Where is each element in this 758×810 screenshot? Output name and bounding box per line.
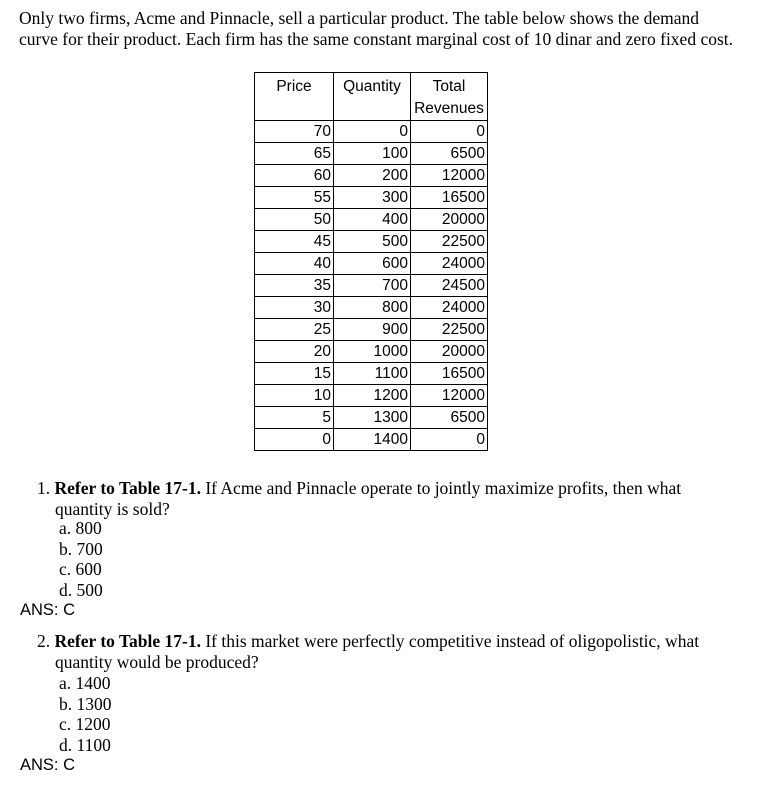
question-2-number: 2. [37, 631, 51, 651]
price-cell: 40 [255, 253, 334, 275]
price-cell: 20 [255, 341, 334, 363]
question-1-option-d: d. 500 [59, 580, 103, 600]
quantity-cell: 800 [334, 297, 411, 319]
table-header-row [255, 73, 488, 121]
question-1-option-a: a. 800 [59, 518, 102, 538]
total-revenue-cell: 22500 [411, 231, 488, 253]
table-body [255, 121, 488, 451]
intro-paragraph: Only two firms, Acme and Pinnacle, sell a particular product. The table below shows the demand curve for their product. Each firm has the same constant marginal cost of 10 dinar and zero fixed cost. [19, 8, 734, 49]
question-1-ref: Refer to Table 17-1. [54, 478, 201, 498]
price-cell: 30 [255, 297, 334, 319]
question-1-number: 1. [37, 478, 51, 498]
question-1 [37, 478, 737, 499]
quantity-cell: 1300 [334, 407, 411, 429]
question-2-option-d: d. 1100 [59, 735, 111, 755]
total-revenue-cell: 16500 [411, 363, 488, 385]
question-1-answer: ANS: C [20, 601, 76, 619]
price-cell: 15 [255, 363, 334, 385]
price-cell: 50 [255, 209, 334, 231]
question-1-text-line2: quantity is sold? [55, 499, 170, 519]
price-cell: 55 [255, 187, 334, 209]
price-cell: 65 [255, 143, 334, 165]
quantity-cell: 300 [334, 187, 411, 209]
question-2-option-c: c. 1200 [59, 714, 111, 734]
price-cell: 5 [255, 407, 334, 429]
question-2-answer: ANS: C [20, 756, 76, 774]
question-2 [37, 631, 747, 652]
question-1-option-b: b. 700 [59, 539, 103, 559]
quantity-cell: 0 [334, 121, 411, 143]
table-row [255, 275, 488, 297]
price-cell: 60 [255, 165, 334, 187]
question-1-option-c: c. 600 [59, 559, 102, 579]
total-revenue-cell: 6500 [411, 143, 488, 165]
question-1-text-line1: If Acme and Pinnacle operate to jointly maximize profits, then what [205, 478, 682, 498]
total-revenue-cell: 24500 [411, 275, 488, 297]
price-cell: 10 [255, 385, 334, 407]
quantity-cell: 900 [334, 319, 411, 341]
quantity-cell: 600 [334, 253, 411, 275]
table-row [255, 363, 488, 385]
header-revenues: Revenues [414, 100, 484, 117]
table-row [255, 253, 488, 275]
question-2-text-line2: quantity would be produced? [55, 652, 259, 672]
total-revenue-cell: 16500 [411, 187, 488, 209]
question-2-option-a: a. 1400 [59, 673, 111, 693]
table-row [255, 429, 488, 451]
table-row [255, 165, 488, 187]
price-cell: 35 [255, 275, 334, 297]
quantity-cell: 700 [334, 275, 411, 297]
demand-table-container [254, 72, 488, 451]
total-revenue-cell: 12000 [411, 385, 488, 407]
total-revenue-cell: 22500 [411, 319, 488, 341]
table-row [255, 341, 488, 363]
table-row [255, 297, 488, 319]
question-2-ref: Refer to Table 17-1. [54, 631, 201, 651]
table-row [255, 121, 488, 143]
quantity-cell: 400 [334, 209, 411, 231]
total-revenue-cell: 20000 [411, 341, 488, 363]
header-price: Price [255, 73, 334, 121]
total-revenue-cell: 24000 [411, 253, 488, 275]
total-revenue-cell: 12000 [411, 165, 488, 187]
quantity-cell: 1100 [334, 363, 411, 385]
price-cell: 45 [255, 231, 334, 253]
header-quantity: Quantity [334, 73, 411, 121]
table-row [255, 319, 488, 341]
quantity-cell: 1200 [334, 385, 411, 407]
table-row [255, 209, 488, 231]
table-row [255, 231, 488, 253]
table-row [255, 143, 488, 165]
quantity-cell: 500 [334, 231, 411, 253]
demand-table [254, 72, 488, 451]
header-total-revenues [411, 73, 488, 121]
table-row [255, 407, 488, 429]
price-cell: 0 [255, 429, 334, 451]
table-row [255, 187, 488, 209]
quantity-cell: 1400 [334, 429, 411, 451]
table-row [255, 385, 488, 407]
price-cell: 70 [255, 121, 334, 143]
header-total: Total [432, 78, 466, 95]
total-revenue-cell: 24000 [411, 297, 488, 319]
total-revenue-cell: 6500 [411, 407, 488, 429]
price-cell: 25 [255, 319, 334, 341]
quantity-cell: 1000 [334, 341, 411, 363]
quantity-cell: 100 [334, 143, 411, 165]
question-2-text-line1: If this market were perfectly competitive instead of oligopolistic, what [205, 631, 700, 651]
total-revenue-cell: 0 [411, 429, 488, 451]
total-revenue-cell: 20000 [411, 209, 488, 231]
question-2-option-b: b. 1300 [59, 694, 112, 714]
quantity-cell: 200 [334, 165, 411, 187]
total-revenue-cell: 0 [411, 121, 488, 143]
